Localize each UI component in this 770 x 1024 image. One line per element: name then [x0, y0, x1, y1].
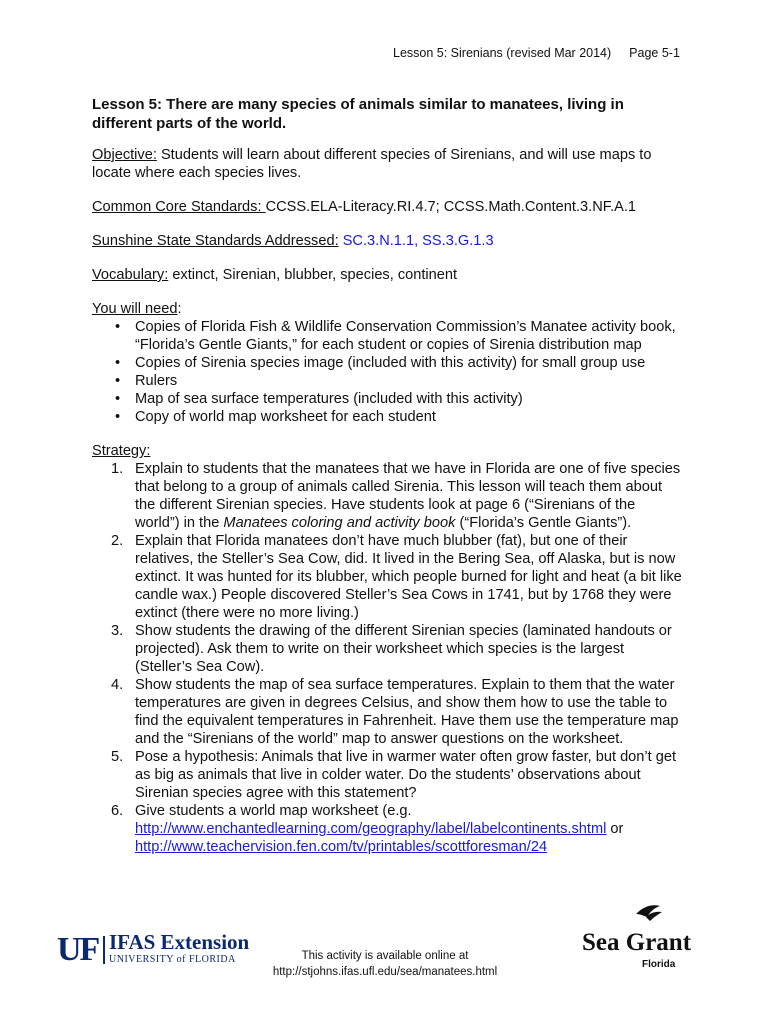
strategy-label: Strategy:	[92, 443, 151, 459]
list-item	[92, 318, 682, 354]
list-item	[92, 372, 682, 390]
sunshine-text: SC.3.N.1.1, SS.3.G.1.3	[338, 233, 494, 249]
sea-grant-logo	[580, 900, 692, 980]
document-body	[92, 95, 682, 856]
strategy-step-6	[92, 802, 682, 856]
objective-text: Students will learn about different species of Sirenians, and will use maps to locate where each species lives.	[92, 147, 652, 181]
step-text: Give students a world map worksheet (e.g.	[135, 803, 412, 819]
vocabulary-paragraph	[92, 266, 682, 284]
sunshine-paragraph	[92, 232, 682, 250]
teachervision-link[interactable]: http://www.teachervision.fen.com/tv/printables/scottforesman/24	[135, 839, 548, 855]
step-text: Pose a hypothesis: Animals that live in warmer water often grow faster, but don’t get as big as animals that live in colder water. Do the students’ observations about Sirenian species agree with this statement?	[135, 749, 677, 801]
step-number: 2.	[111, 533, 124, 549]
needs-heading	[92, 300, 682, 318]
bullet-icon: •	[115, 409, 121, 425]
needs-list	[92, 318, 682, 426]
uf-mark: UF	[57, 931, 99, 968]
strategy-step-1	[92, 460, 682, 532]
enchanted-learning-link[interactable]: http://www.enchantedlearning.com/geography/label/labelcontinents.shtml	[135, 821, 607, 837]
sea-grant-wordmark: Sea Grant	[582, 929, 692, 956]
strategy-list	[92, 460, 682, 856]
step-text: Explain to students that the manatees that we have in Florida are one of five species that belong to a group of animals called Sirenia. This lesson will teach them about the different Sirenian species. Have students look at page 6 (“Sirenians of the world”) in the	[135, 461, 681, 531]
needs-item-text: Copies of Sirenia species image (included with this activity) for small group use	[135, 355, 646, 371]
strategy-step-2	[92, 532, 682, 622]
needs-item-text: Copy of world map worksheet for each student	[135, 409, 436, 425]
step-text: Show students the map of sea surface temperatures. Explain to them that the water temperatures are given in degrees Celsius, and show them how to use the table to find the equivalent temperatures in Fahrenheit. Have them use the temperature map and the “Sirenians of the world” map to answer questions on the worksheet.	[135, 677, 679, 747]
vocabulary-text: extinct, Sirenian, blubber, species, continent	[168, 267, 458, 283]
step-number: 3.	[111, 623, 124, 639]
strategy-step-4	[92, 676, 682, 748]
footer-availability	[220, 948, 550, 980]
strategy-step-5	[92, 748, 682, 802]
footer-line-1: This activity is available online at	[301, 950, 469, 962]
page-header	[393, 46, 680, 60]
lesson-title: Lesson 5: There are many species of animals similar to manatees, living in different parts of the world.	[92, 96, 624, 132]
vocabulary-label: Vocabulary:	[92, 267, 169, 283]
step-number: 6.	[111, 803, 124, 819]
header-page-number: Page 5-1	[629, 46, 680, 60]
step-number: 1.	[111, 461, 124, 477]
sunshine-label: Sunshine State Standards Addressed:	[92, 233, 339, 249]
step-text-end: (“Florida’s Gentle Giants”).	[455, 515, 632, 531]
bullet-icon: •	[115, 355, 121, 371]
needs-colon: :	[177, 301, 182, 317]
bullet-icon: •	[115, 373, 121, 389]
common-core-text: CCSS.ELA-Literacy.RI.4.7; CCSS.Math.Content.3.NF.A.1	[265, 199, 636, 215]
step-text: Show students the drawing of the different Sirenian species (laminated handouts or projected). Ask them to write on their worksheet which species is the largest (Steller’s Sea Cow).	[135, 623, 672, 675]
step-text: Explain that Florida manatees don’t have much blubber (fat), but one of their relatives, the Steller’s Sea Cow, did. It lived in the Bering Sea, off Alaska, but is now extinct. It was hunted for its blubber, which people burned for light and heat (a bit like candle wax.) People discovered Steller’s Sea Cows in 1741, but by 1768 they were extinct (there were no more living.)	[135, 533, 682, 621]
footer-line-2: http://stjohns.ifas.ufl.edu/sea/manatees.html	[272, 966, 498, 978]
sea-grant-florida-text: Florida	[642, 959, 676, 970]
needs-item-text: Rulers	[135, 373, 178, 389]
strategy-step-3	[92, 622, 682, 676]
common-core-label: Common Core Standards:	[92, 199, 266, 215]
needs-item-text: Map of sea surface temperatures (included with this activity)	[135, 391, 523, 407]
bullet-icon: •	[115, 319, 121, 335]
list-item	[92, 390, 682, 408]
objective-label: Objective:	[92, 147, 157, 163]
bullet-icon: •	[115, 391, 121, 407]
ifas-extension-name: IFAS Extension	[109, 930, 250, 954]
university-of-florida-text: UNIVERSITY of FLORIDA	[109, 954, 236, 965]
common-core-paragraph	[92, 198, 682, 216]
needs-item-text: Copies of Florida Fish & Wildlife Conservation Commission’s Manatee activity book, “Florida’s Gentle Giants,” for each student or copies of Sirenia distribution map	[135, 319, 676, 353]
step-number: 5.	[111, 749, 124, 765]
strategy-heading	[92, 442, 682, 460]
step-number: 4.	[111, 677, 124, 693]
objective-paragraph	[92, 146, 682, 182]
list-item	[92, 408, 682, 426]
list-item	[92, 354, 682, 372]
logo-divider	[103, 936, 105, 964]
header-lesson: Lesson 5: Sirenians (revised Mar 2014)	[393, 46, 612, 60]
book-title: Manatees coloring and activity book	[223, 515, 456, 531]
or-text: or	[606, 821, 624, 837]
needs-label: You will need	[92, 301, 178, 317]
